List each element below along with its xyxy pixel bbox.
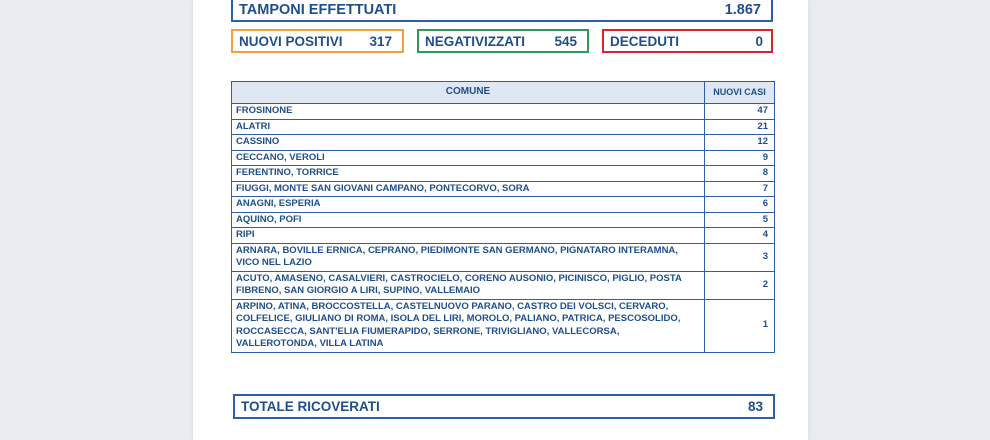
nuovi-casi-header: NUOVI CASI [705, 82, 775, 104]
table-row [232, 197, 775, 213]
nuovi-casi-cell: 1 [705, 299, 775, 352]
positivi-value: 317 [369, 33, 392, 49]
nuovi-casi-cell: 5 [705, 212, 775, 228]
ricoverati-label: TOTALE RICOVERATI [241, 399, 380, 414]
deceduti-box [602, 29, 773, 53]
comune-cell: ALATRI [232, 119, 705, 135]
nuovi-casi-cell: 9 [705, 150, 775, 166]
table-row [232, 150, 775, 166]
comune-cell: ANAGNI, ESPERIA [232, 197, 705, 213]
nuovi-casi-cell: 3 [705, 243, 775, 271]
comune-cell: ARNARA, BOVILLE ERNICA, CEPRANO, PIEDIMONTE SAN GERMANO, PIGNATARO INTERAMNA, VICO NEL LAZIO [232, 243, 705, 271]
nuovi-casi-cell: 21 [705, 119, 775, 135]
table-row [232, 271, 775, 299]
document-page [193, 0, 808, 440]
comune-cell: FROSINONE [232, 104, 705, 120]
totale-ricoverati-box [233, 394, 775, 419]
comune-cell: CECCANO, VEROLI [232, 150, 705, 166]
comune-cell: AQUINO, POFI [232, 212, 705, 228]
table-header-row [232, 82, 775, 104]
negativizzati-label: NEGATIVIZZATI [425, 33, 525, 49]
nuovi-casi-cell: 2 [705, 271, 775, 299]
positivi-label: NUOVI POSITIVI [239, 33, 343, 49]
nuovi-casi-cell: 4 [705, 228, 775, 244]
table-row [232, 181, 775, 197]
deceduti-value: 0 [755, 33, 763, 49]
ricoverati-value: 83 [747, 399, 763, 414]
comune-cell: FIUGGI, MONTE SAN GIOVANI CAMPANO, PONTECORVO, SORA [232, 181, 705, 197]
tamponi-value: 1.867 [724, 2, 761, 18]
deceduti-label: DECEDUTI [610, 33, 680, 49]
table-row [232, 166, 775, 182]
table-row [232, 135, 775, 151]
nuovi-casi-cell: 7 [705, 181, 775, 197]
tamponi-label: TAMPONI EFFETTUATI [239, 2, 397, 18]
table-row [232, 228, 775, 244]
comune-cell: ACUTO, AMASENO, CASALVIERI, CASTROCIELO, CORENO AUSONIO, PICINISCO, PIGLIO, POSTA FIBRENO, SAN GIORGIO A LIRI, SUPINO, VALLEMAIO [232, 271, 705, 299]
comune-cell: RIPI [232, 228, 705, 244]
table-row [232, 104, 775, 120]
nuovi-positivi-box [231, 29, 404, 53]
negativizzati-box [417, 29, 589, 53]
comune-cell: ARPINO, ATINA, BROCCOSTELLA, CASTELNUOVO PARANO, CASTRO DEI VOLSCI, CERVARO, COLFELICE, GIULIANO DI ROMA, ISOLA DEL LIRI, MOROLO, PALIANO, PATRICA, PESCOSOLIDO, ROCCASECCA, SANT'ELIA FIUMERAPIDO, SERRONE, TRIVIGLIANO, VALLECORSA, VALLEROTONDA, VILLA LATINA [232, 299, 705, 352]
comune-cell: FERENTINO, TORRICE [232, 166, 705, 182]
comune-cell: CASSINO [232, 135, 705, 151]
comune-header: COMUNE [232, 82, 705, 104]
table-row [232, 119, 775, 135]
nuovi-casi-cell: 47 [705, 104, 775, 120]
table-row [232, 299, 775, 352]
nuovi-casi-cell: 12 [705, 135, 775, 151]
table-row [232, 212, 775, 228]
negativizzati-value: 545 [554, 33, 577, 49]
table-row [232, 243, 775, 271]
nuovi-casi-cell: 6 [705, 197, 775, 213]
nuovi-casi-cell: 8 [705, 166, 775, 182]
cases-table [231, 81, 775, 353]
tamponi-effettuati-box [231, 0, 773, 22]
